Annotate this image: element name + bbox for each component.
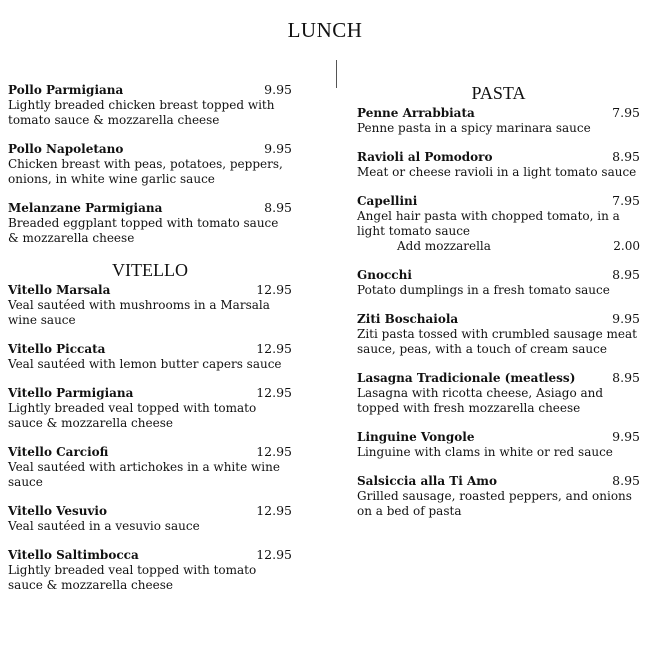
menu-item-price: 9.95 — [264, 141, 292, 156]
menu-item-addon — [357, 239, 640, 254]
menu-item-price: 12.95 — [256, 341, 292, 356]
menu-item-header — [8, 82, 292, 98]
menu-item — [357, 105, 640, 136]
menu-item-name: Vitello Carciofi — [8, 445, 109, 459]
menu-item-description: Veal sautéed with lemon butter capers sauce — [8, 357, 282, 371]
menu-item — [8, 141, 292, 187]
menu-item-description: Veal sautéed with mushrooms in a Marsala wine sauce — [8, 298, 270, 327]
menu-item-price: 12.95 — [256, 282, 292, 297]
menu-item-description: Potato dumplings in a fresh tomato sauce — [357, 283, 610, 297]
menu-item — [8, 547, 292, 593]
menu-item-name: Vitello Piccata — [8, 342, 106, 356]
menu-item-header — [357, 473, 640, 489]
addon-label: Add mozzarella — [397, 239, 491, 253]
menu-item-price: 9.95 — [612, 429, 640, 444]
menu-item — [357, 149, 640, 180]
menu-item — [8, 282, 292, 328]
menu-item-name: Vitello Marsala — [8, 283, 111, 297]
menu-item — [357, 193, 640, 254]
menu-item-name: Vitello Vesuvio — [8, 504, 107, 518]
menu-item-name: Penne Arrabbiata — [357, 106, 475, 120]
section-title-vitello: VITELLO — [112, 260, 188, 280]
menu-item-name: Melanzane Parmigiana — [8, 201, 163, 215]
addon-price: 2.00 — [613, 239, 640, 253]
menu-item-header — [357, 149, 640, 165]
menu-item-price: 12.95 — [256, 385, 292, 400]
menu-item-description: Ziti pasta tossed with crumbled sausage meat sauce, peas, with a touch of cream sauce — [357, 327, 637, 356]
menu-item-price: 8.95 — [612, 267, 640, 282]
menu-item-price: 7.95 — [612, 193, 640, 208]
vitello-items — [8, 282, 292, 593]
menu-item-name: Lasagna Tradicionale (meatless) — [357, 371, 576, 385]
menu-item-name: Ziti Boschaiola — [357, 312, 459, 326]
menu-item — [8, 82, 292, 128]
left-column — [8, 82, 292, 606]
menu-item — [357, 473, 640, 519]
menu-item-header — [357, 311, 640, 327]
menu-item-name: Vitello Saltimbocca — [8, 548, 139, 562]
menu-item-description: Breaded eggplant topped with tomato sauce & mozzarella cheese — [8, 216, 279, 245]
menu-item-name: Salsiccia alla Ti Amo — [357, 474, 497, 488]
menu-item-description: Veal sautéed in a vesuvio sauce — [8, 519, 200, 533]
menu-item-header — [8, 385, 292, 401]
menu-item-header — [8, 282, 292, 298]
menu-item-header — [8, 503, 292, 519]
menu-item-price: 7.95 — [612, 105, 640, 120]
menu-item-description: Meat or cheese ravioli in a light tomato sauce — [357, 165, 637, 179]
menu-item — [8, 503, 292, 534]
menu-item-description: Lightly breaded chicken breast topped with tomato sauce & mozzarella cheese — [8, 98, 275, 127]
menu-item-description: Angel hair pasta with chopped tomato, in a light tomato sauce — [357, 209, 620, 238]
menu-item — [8, 444, 292, 490]
menu-item — [357, 311, 640, 357]
menu-item — [357, 429, 640, 460]
pasta-items — [357, 105, 640, 519]
menu-title: LUNCH — [287, 18, 363, 42]
menu-item-name: Pollo Napoletano — [8, 142, 124, 156]
menu-item-header — [8, 444, 292, 460]
menu-item — [8, 341, 292, 372]
menu-item-description: Lightly breaded veal topped with tomato sauce & mozzarella cheese — [8, 401, 257, 430]
menu-item — [357, 267, 640, 298]
menu-item-header — [8, 341, 292, 357]
menu-item-header — [357, 429, 640, 445]
menu-item-description: Veal sautéed with artichokes in a white wine sauce — [8, 460, 280, 489]
menu-item-name: Ravioli al Pomodoro — [357, 150, 493, 164]
chicken-items — [8, 82, 292, 246]
section-title-pasta: PASTA — [471, 83, 526, 103]
menu-item-price: 8.95 — [612, 370, 640, 385]
menu-item-price: 12.95 — [256, 547, 292, 562]
column-divider — [336, 60, 337, 88]
menu-item-name: Capellini — [357, 194, 418, 208]
menu-item-price: 8.95 — [612, 473, 640, 488]
menu-item-header — [357, 193, 640, 209]
menu-item-header — [357, 267, 640, 283]
menu-item-header — [8, 141, 292, 157]
menu-item-description: Lasagna with ricotta cheese, Asiago and topped with fresh mozzarella cheese — [357, 386, 604, 415]
menu-item — [357, 370, 640, 416]
menu-item-price: 8.95 — [264, 200, 292, 215]
menu-item-header — [8, 547, 292, 563]
menu-item-price: 12.95 — [256, 503, 292, 518]
menu-item-description: Lightly breaded veal topped with tomato sauce & mozzarella cheese — [8, 563, 257, 592]
menu-item-price: 9.95 — [264, 82, 292, 97]
menu-item-description: Grilled sausage, roasted peppers, and onions on a bed of pasta — [357, 489, 632, 518]
menu-item-name: Pollo Parmigiana — [8, 83, 124, 97]
menu-item-price: 8.95 — [612, 149, 640, 164]
menu-item-description: Chicken breast with peas, potatoes, peppers, onions, in white wine garlic sauce — [8, 157, 283, 186]
menu-item-description: Linguine with clams in white or red sauce — [357, 445, 613, 459]
menu-item-header — [357, 370, 640, 386]
right-column — [357, 82, 640, 532]
menu-item-header — [357, 105, 640, 121]
menu-item-price: 9.95 — [612, 311, 640, 326]
menu-item — [8, 385, 292, 431]
menu-item — [8, 200, 292, 246]
menu-item-description: Penne pasta in a spicy marinara sauce — [357, 121, 591, 135]
menu-item-name: Gnocchi — [357, 268, 412, 282]
menu-item-name: Vitello Parmigiana — [8, 386, 134, 400]
menu-item-price: 12.95 — [256, 444, 292, 459]
menu-item-header — [8, 200, 292, 216]
menu-item-name: Linguine Vongole — [357, 430, 475, 444]
